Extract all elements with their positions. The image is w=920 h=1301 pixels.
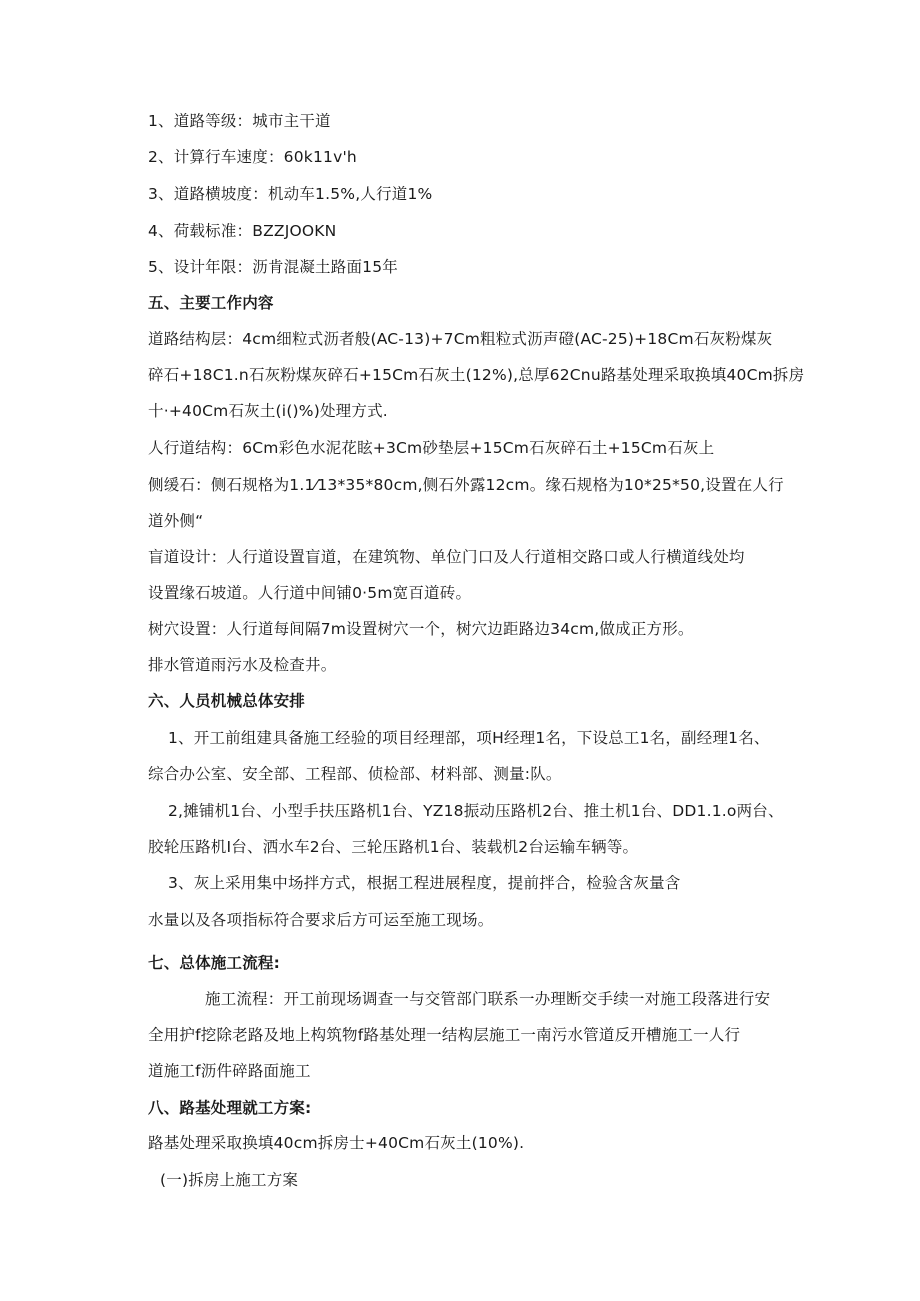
paragraph-line: 碎石+18C1.n石灰粉煤灰碎石+15Cm石灰土(12%),总厚62Cnu路基处理采取换填40Cm拆房 bbox=[148, 366, 805, 384]
paragraph-line: 盲道设计：人行道设置盲道，在建筑物、单位门口及人行道相交路口或人行横道线处均 bbox=[148, 548, 745, 566]
paragraph-line: 水量以及各项指标符合要求后方可运至施工现场。 bbox=[148, 911, 494, 929]
paragraph-line: 道施工f沥件碎路面施工 bbox=[148, 1062, 311, 1080]
paragraph-line: 人行道结构：6Cm彩色水泥花眩+3Cm砂垫层+15Cm石灰碎石土+15Cm石灰上 bbox=[148, 439, 715, 457]
paragraph-line: 十·+40Cm石灰土(i()%)处理方式. bbox=[148, 402, 388, 420]
paragraph-line: 设置缘石坡道。人行道中间铺0·5m宽百道砖。 bbox=[148, 584, 472, 602]
paragraph-line: 综合办公室、安全部、工程部、侦检部、材料部、测量:队。 bbox=[148, 765, 562, 783]
paragraph-line: 路基处理采取换填40cm拆房士+40Cm石灰土(10%). bbox=[148, 1134, 525, 1152]
paragraph-line: 道外侧“ bbox=[148, 512, 204, 530]
spec-item-load-standard: 4、荷载标准：BZZJOOKN bbox=[148, 222, 337, 240]
section-heading-staffing: 六、人员机械总体安排 bbox=[148, 692, 306, 710]
spec-item-road-grade: 1、道路等级：城市主干道 bbox=[148, 112, 331, 130]
paragraph-line: 树穴设置：人行道每间隔7m设置树穴一个，树穴边距路边34cm,做成正方形。 bbox=[148, 620, 694, 638]
paragraph-line: 排水管道雨污水及检查井。 bbox=[148, 656, 337, 674]
paragraph-line: 道路结构层：4cm细粒式沥者般(AC-13)+7Cm粗粒式沥声磴(AC-25)+18Cm石灰粉煤灰 bbox=[148, 330, 773, 348]
paragraph-line: 2,摊铺机1台、小型手扶压路机1台、YZ18振动压路机2台、推土机1台、DD1.1.o两台、 bbox=[168, 802, 784, 820]
paragraph-line: 施工流程：开工前现场调查一与交管部门联系一办理断交手续一对施工段落进行安 bbox=[205, 990, 771, 1008]
spec-item-design-speed: 2、计算行车速度：60k11v'h bbox=[148, 148, 357, 166]
section-heading-process: 七、总体施工流程: bbox=[148, 954, 280, 972]
paragraph-line: 全用护f挖除老路及地上构筑物f路基处理一结构层施工一南污水管道反开槽施工一人行 bbox=[148, 1026, 741, 1044]
paragraph-line: 侧缓石：侧石规格为1.1⁄13*35*80cm,侧石外露12cm。缘石规格为10*25*50,设置在人行 bbox=[148, 476, 784, 494]
spec-item-design-life: 5、设计年限：沥肯混凝土路面15年 bbox=[148, 258, 398, 276]
paragraph-line: 1、开工前组建具备施工经验的项目经理部，项H经理1名，下设总工1名，副经理1名、 bbox=[168, 729, 770, 747]
section-heading-main-work: 五、主要工作内容 bbox=[148, 294, 274, 312]
paragraph-line: 胶轮压路机I台、洒水车2台、三轮压路机1台、装载机2台运输车辆等。 bbox=[148, 838, 639, 856]
paragraph-line: 3、灰上采用集中场拌方式，根据工程进展程度，提前拌合，检验含灰量含 bbox=[168, 874, 681, 892]
subheading-line: (一)拆房上施工方案 bbox=[160, 1171, 299, 1189]
spec-item-cross-slope: 3、道路横坡度：机动车1.5%,人行道1% bbox=[148, 185, 433, 203]
section-heading-subgrade: 八、路基处理就工方案: bbox=[148, 1099, 312, 1117]
